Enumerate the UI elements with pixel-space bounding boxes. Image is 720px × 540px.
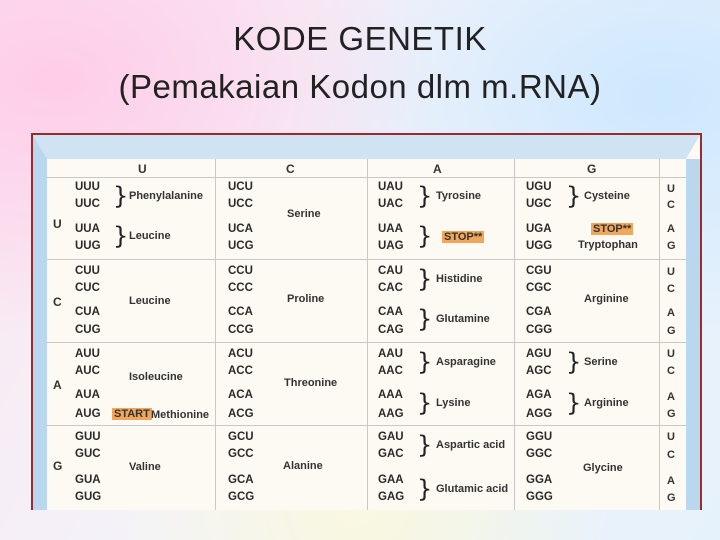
codon: AAA (378, 389, 403, 401)
codon: AUU (75, 348, 100, 360)
codon: UAU (378, 181, 403, 193)
codon: CUA (75, 306, 100, 318)
row-header-a: A (53, 378, 62, 392)
amino-acid-label: Valine (129, 461, 161, 473)
codon: CGU (526, 265, 552, 277)
codon: ACC (228, 365, 253, 377)
codon: CCC (228, 282, 253, 294)
grid-line (215, 159, 216, 510)
row-header-g: G (53, 459, 63, 473)
codon: UGU (526, 181, 552, 193)
amino-acid-label: Tyrosine (436, 190, 482, 202)
codon: GCA (228, 474, 254, 486)
codon: ACG (228, 408, 254, 420)
codon: UUC (75, 198, 100, 210)
codon: CCU (228, 265, 253, 277)
codon: UUG (75, 240, 101, 252)
amino-acid-label: Isoleucine (129, 371, 183, 383)
row-header-u: U (53, 217, 62, 231)
codon: AGG (526, 408, 553, 420)
col-header-a: A (433, 162, 442, 176)
codon: AGA (526, 389, 552, 401)
page-title: KODE GENETIK (233, 20, 487, 57)
codon: AGU (526, 348, 552, 360)
brace-icon: } (417, 431, 433, 459)
brace-icon: } (417, 265, 433, 293)
amino-acid-label: Asparagine (436, 356, 496, 368)
codon: AAU (378, 348, 403, 360)
brace-icon: } (417, 305, 433, 333)
codon: GAU (378, 431, 404, 443)
codon: CUC (75, 282, 100, 294)
codon: UCG (228, 240, 254, 252)
codon: CGG (526, 324, 553, 336)
codon: AUA (75, 389, 100, 401)
stop-badge: STOP** (593, 223, 632, 235)
col-header-g: G (587, 162, 597, 176)
codon: CUU (75, 265, 100, 277)
third-base-label: C (667, 365, 675, 377)
brace-icon: } (566, 348, 582, 376)
grid-line (47, 177, 686, 178)
row-header-c: C (53, 295, 62, 309)
brace-icon: } (417, 475, 433, 503)
codon: GCU (228, 431, 254, 443)
third-base-label: A (667, 307, 675, 319)
codon: GGC (526, 448, 553, 460)
third-base-label: U (667, 266, 675, 278)
codon: AAG (378, 408, 404, 420)
genetic-code-table (31, 133, 702, 510)
amino-acid-label: Serine (584, 356, 618, 368)
codon: UGC (526, 198, 552, 210)
amino-acid-label: Arginine (584, 293, 629, 305)
amino-acid-label: Tryptophan (578, 239, 638, 251)
brace-icon: } (417, 389, 433, 417)
amino-acid-label: Proline (287, 293, 325, 305)
codon: UGA (526, 223, 552, 235)
brace-icon: } (113, 182, 129, 210)
codon: UAC (378, 198, 403, 210)
third-base-label: A (667, 223, 675, 235)
codon: UCA (228, 223, 253, 235)
third-base-label: G (667, 240, 676, 252)
codon: UAA (378, 223, 403, 235)
codon: CCA (228, 306, 253, 318)
amino-acid-label: Arginine (584, 397, 629, 409)
codon: GCG (228, 491, 255, 503)
brace-icon: } (417, 348, 433, 376)
amino-acid-label: Threonine (284, 377, 338, 389)
third-base-label: U (667, 431, 675, 443)
codon: GAG (378, 491, 405, 503)
codon: AAC (378, 365, 403, 377)
stop-badge: STOP** (444, 231, 483, 243)
brace-icon: } (417, 222, 433, 250)
amino-acid-label: Alanine (283, 460, 323, 472)
amino-acid-label: Glycine (583, 462, 623, 474)
third-base-label: C (667, 199, 675, 211)
amino-acid-label: Histidine (436, 273, 483, 285)
brace-icon: } (566, 389, 582, 417)
third-base-label: G (667, 492, 676, 504)
third-base-label: C (667, 283, 675, 295)
grid-line (47, 425, 686, 426)
brace-icon: } (566, 182, 582, 210)
brace-icon: } (113, 222, 129, 250)
amino-acid-label: Phenylalanine (129, 190, 203, 202)
codon: UCC (228, 198, 253, 210)
codon: AUC (75, 365, 100, 377)
amino-acid-label: Glutamic acid (436, 483, 509, 495)
codon: CAC (378, 282, 403, 294)
third-base-label: U (667, 348, 675, 360)
codon: GGU (526, 431, 553, 443)
col-header-c: C (286, 162, 295, 176)
table-top-bevel (33, 135, 700, 159)
third-base-label: U (667, 183, 675, 195)
codon: GAC (378, 448, 404, 460)
left-strip (33, 159, 47, 510)
codon: CGA (526, 306, 552, 318)
codon: GUG (75, 491, 102, 503)
codon: UAG (378, 240, 404, 252)
codon: CUG (75, 324, 101, 336)
grid-line (514, 159, 515, 510)
codon: GUC (75, 448, 101, 460)
amino-acid-label: Cysteine (584, 190, 630, 202)
codon: CCG (228, 324, 254, 336)
codon: UGG (526, 240, 553, 252)
amino-acid-label: Glutamine (436, 313, 490, 325)
start-badge: START (114, 408, 150, 420)
amino-acid-label: Serine (287, 208, 321, 220)
grid-line (47, 342, 686, 343)
grid-line (47, 259, 686, 260)
codon: ACU (228, 348, 253, 360)
grid-line (367, 159, 368, 510)
amino-acid-label: Aspartic acid (436, 439, 506, 451)
third-base-label: G (667, 408, 676, 420)
codon: UUA (75, 223, 100, 235)
codon: GCC (228, 448, 254, 460)
brace-icon: } (417, 182, 433, 210)
codon: UCU (228, 181, 253, 193)
third-base-label: A (667, 391, 675, 403)
codon: ACA (228, 389, 253, 401)
codon: GGA (526, 474, 553, 486)
col-header-u: U (138, 162, 147, 176)
third-base-label: C (667, 449, 675, 461)
third-base-label: G (667, 325, 676, 337)
third-base-label: A (667, 475, 675, 487)
codon: GAA (378, 474, 404, 486)
amino-acid-label: Methionine (151, 409, 210, 421)
codon: AGC (526, 365, 552, 377)
codon: GUA (75, 474, 101, 486)
codon: CAG (378, 324, 404, 336)
codon: CAA (378, 306, 403, 318)
amino-acid-label: Lysine (436, 397, 471, 409)
page-subtitle: (Pemakaian Kodon dlm m.RNA) (118, 68, 602, 105)
right-strip (686, 159, 700, 510)
grid-line (659, 159, 660, 510)
codon: GUU (75, 431, 101, 443)
amino-acid-label: Leucine (129, 230, 171, 242)
amino-acid-label: Leucine (129, 295, 171, 307)
codon: AUG (75, 408, 101, 420)
codon: GGG (526, 491, 553, 503)
codon: CGC (526, 282, 552, 294)
codon: UUU (75, 181, 100, 193)
codon: CAU (378, 265, 403, 277)
